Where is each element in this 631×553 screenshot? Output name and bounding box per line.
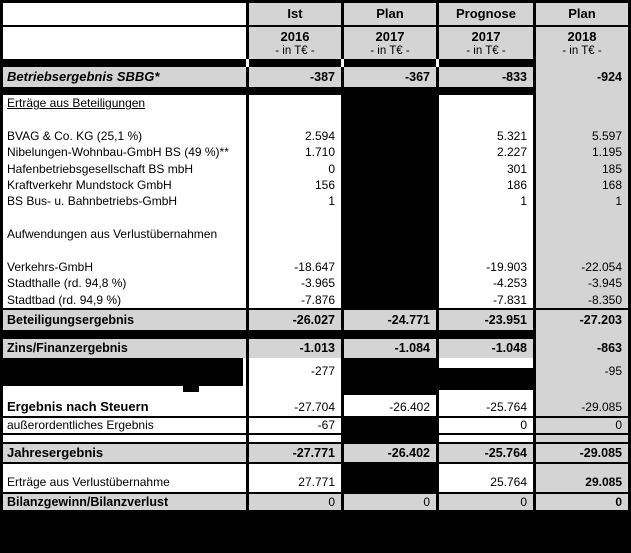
detail-value: 1.710: [304, 145, 335, 160]
row-beteiligungsergebnis: [0, 308, 631, 330]
header-year-plan2018: [533, 27, 631, 59]
row-betriebsergebnis: [0, 67, 631, 87]
cell-prognose-redacted: [436, 358, 533, 395]
detail-label: Stadthalle (rd. 94,8 %): [7, 276, 127, 291]
cell-ist: -1.013: [246, 339, 341, 358]
cell-plan2018: -27.203: [533, 310, 631, 330]
row-label: Jahresergebnis: [0, 444, 246, 462]
row-jahresergebnis: [0, 442, 631, 464]
detail-value: 1: [615, 194, 622, 209]
detail-value: 2.594: [304, 128, 335, 143]
detail-value: -18.647: [294, 259, 335, 274]
row-label: außerordentliches Ergebnis: [0, 418, 246, 433]
detail-label: BVAG & Co. KG (25,1 %): [7, 128, 143, 143]
cell-plan2018: -924: [533, 67, 631, 87]
cell-ist: 0: [246, 494, 341, 510]
cell-plan2017: -26.402: [341, 395, 436, 416]
header-year-ist: [246, 27, 341, 59]
cell-prognose: -25.764: [436, 395, 533, 416]
detail-section: [0, 95, 631, 308]
cell-ist: 27.771: [246, 464, 341, 492]
header-col-plan-2018: Plan: [533, 3, 631, 25]
detail-value: 2.227: [496, 145, 527, 160]
redaction-box: [439, 368, 533, 390]
year-label: 2018: [567, 29, 597, 44]
row-ausserordentliches-ergebnis: [0, 418, 631, 435]
header-col-plan-2017: Plan: [341, 3, 436, 25]
detail-value: 168: [601, 177, 622, 192]
cell-ist: -67: [246, 418, 341, 433]
cell-plan2018: -29.085: [533, 444, 631, 462]
detail-value: 156: [314, 177, 335, 192]
detail-value: -8.350: [587, 292, 622, 307]
header-row-scenario: [0, 3, 631, 27]
detail-value: -19.903: [486, 259, 527, 274]
header-year-plan2017: [341, 27, 436, 59]
row-ergebnis-nach-steuern: [0, 395, 631, 418]
cell-plan2018: -29.085: [533, 395, 631, 416]
detail-value: 1: [328, 194, 335, 209]
detail-value: 1.195: [591, 145, 622, 160]
row-redacted-steuern: [0, 358, 631, 395]
cell-prognose: 0: [436, 494, 533, 510]
cell-prognose: -1.048: [436, 339, 533, 358]
cell-plan2017: -367: [341, 67, 436, 87]
detail-value: -22.054: [581, 259, 622, 274]
header-year-prognose: [436, 27, 533, 59]
cell-prognose: 0: [436, 418, 533, 433]
redaction-column-plan2017: [341, 95, 436, 308]
cell-ist: -277: [246, 358, 341, 395]
detail-label: Nibelungen-Wohnbau-GmbH BS (49 %)**: [7, 145, 229, 160]
cell-ist: -26.027: [246, 310, 341, 330]
detail-value: 5.321: [496, 128, 527, 143]
cell-plan2018: -863: [533, 339, 631, 358]
row-bilanzgewinn-bilanzverlust: [0, 492, 631, 510]
detail-value: -4.253: [492, 276, 527, 291]
detail-label: Hafenbetriebsgesellschaft BS mbH: [7, 161, 194, 176]
detail-value: 186: [506, 177, 527, 192]
detail-value: 1: [520, 194, 527, 209]
row-ertraege-aus-verlustuebernahme: [0, 464, 631, 492]
spacer-row: [0, 435, 631, 442]
cell-ist: -387: [246, 67, 341, 87]
redaction-box-plan2017: [341, 358, 436, 395]
detail-value: -7.876: [300, 292, 335, 307]
header-corner-cell: [0, 3, 246, 25]
header-col-ist: Ist: [246, 3, 341, 25]
redaction-mark: [183, 386, 199, 392]
separator-band: [0, 87, 631, 95]
header-row-year-unit: [0, 27, 631, 59]
detail-ist-column: [246, 95, 341, 308]
cell-prognose: -25.764: [436, 444, 533, 462]
cell-plan2018: 0: [533, 494, 631, 510]
cell-plan2017: -26.402: [341, 444, 436, 462]
cell-plan2017: 0: [341, 494, 436, 510]
row-label: Betriebsergebnis SBBG*: [0, 67, 246, 87]
detail-prognose-column: [436, 95, 533, 308]
detail-labels-column: [0, 95, 246, 308]
header-col-prognose: Prognose: [436, 3, 533, 25]
detail-value: 301: [506, 161, 527, 176]
row-zins-finanzergebnis: [0, 339, 631, 358]
year-label: 2016: [280, 29, 310, 44]
cell-ist: -27.771: [246, 444, 341, 462]
detail-label: Verkehrs-GmbH: [7, 259, 94, 274]
bottom-redaction-band: [0, 510, 631, 553]
detail-label: BS Bus- u. Bahnbetriebs-GmbH: [7, 194, 178, 209]
redaction-box-plan2017: [341, 464, 436, 492]
cell-plan2018: 0: [533, 418, 631, 433]
cell-prognose: 25.764: [436, 464, 533, 492]
detail-value: -7.831: [492, 292, 527, 307]
section-heading-ertraege: Erträge aus Beteiligungen: [7, 96, 146, 110]
detail-value: 0: [328, 161, 335, 176]
unit-label: - in T€ -: [370, 45, 410, 57]
redacted-label-cell: [0, 358, 246, 395]
detail-label: Stadtbad (rd. 94,9 %): [7, 292, 122, 307]
year-label: 2017: [375, 29, 405, 44]
cell-prognose: -23.951: [436, 310, 533, 330]
unit-label: - in T€ -: [466, 45, 506, 57]
redaction-box: [3, 358, 243, 386]
year-label: 2017: [471, 29, 501, 44]
detail-value: -3.945: [587, 276, 622, 291]
detail-label: Kraftverkehr Mundstock GmbH: [7, 177, 172, 192]
cell-prognose: -833: [436, 67, 533, 87]
cell-plan2018: 29.085: [533, 464, 631, 492]
cell-plan2018: -95: [533, 358, 631, 395]
row-label: Ergebnis nach Steuern: [0, 395, 246, 416]
separator-band: [0, 330, 631, 339]
detail-value: 185: [601, 161, 622, 176]
unit-label: - in T€ -: [562, 45, 602, 57]
cell-plan2017: -1.084: [341, 339, 436, 358]
detail-value: 5.597: [591, 128, 622, 143]
detail-plan2018-column: [533, 95, 631, 308]
row-label: Beteiligungsergebnis: [0, 310, 246, 330]
row-label: Zins/Finanzergebnis: [0, 339, 246, 358]
separator-band: [0, 59, 631, 67]
cell-plan2017: -24.771: [341, 310, 436, 330]
header-corner-cell-2: [0, 27, 246, 59]
row-label: Bilanzgewinn/Bilanzverlust: [0, 494, 246, 510]
redaction-box-plan2017: [341, 418, 436, 433]
detail-value: -3.965: [300, 276, 335, 291]
row-label: Erträge aus Verlustübernahme: [0, 464, 246, 492]
unit-label: - in T€ -: [275, 45, 315, 57]
cell-ist: -27.704: [246, 395, 341, 416]
section-heading-aufwendungen: Aufwendungen aus Verlustübernahmen: [7, 227, 218, 241]
